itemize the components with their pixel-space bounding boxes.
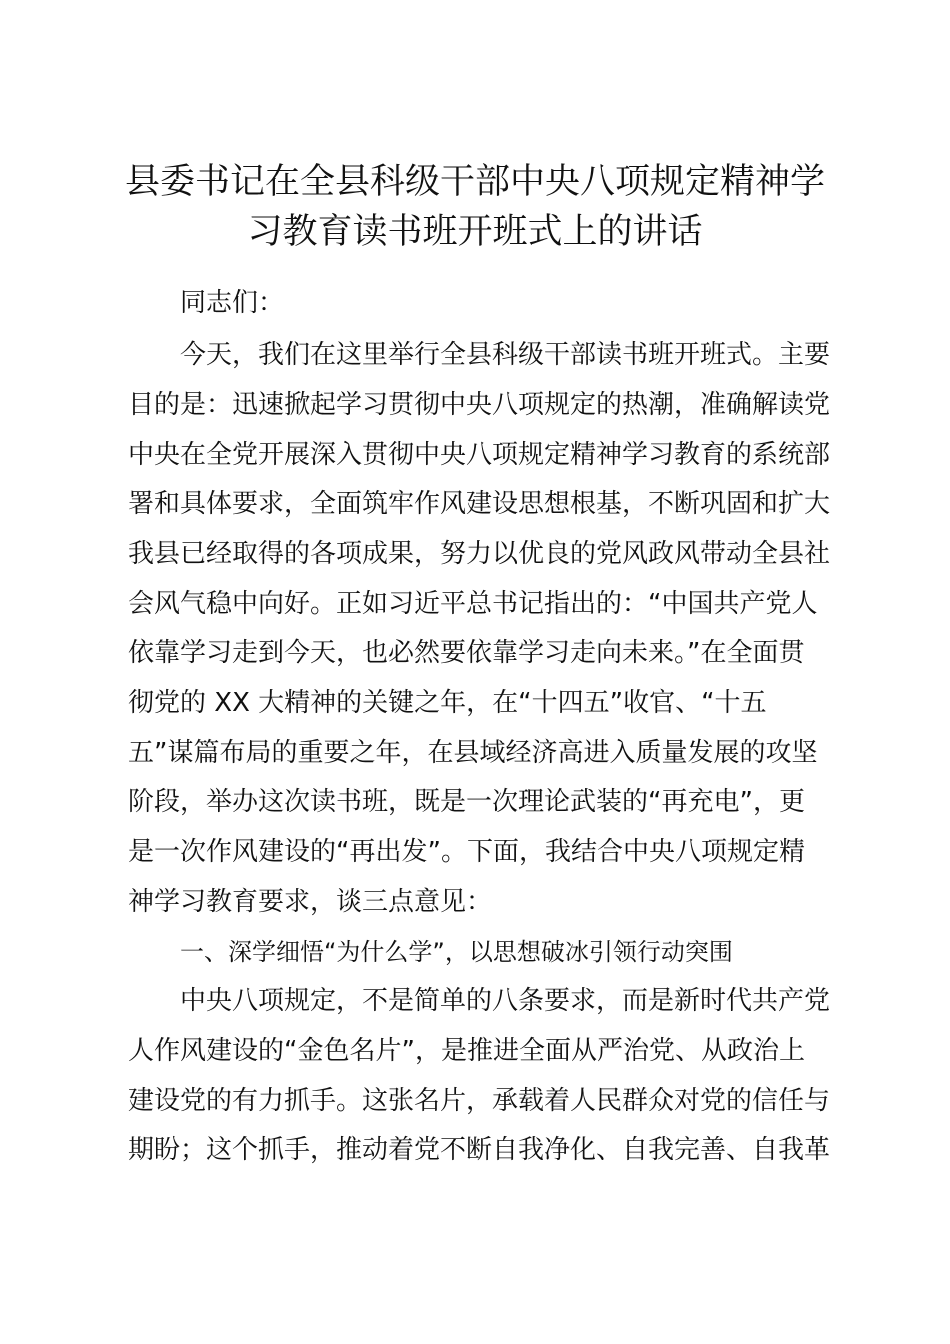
- paragraph-2-line: 中央八项规定，不是简单的八条要求，而是新时代共产党: [180, 986, 831, 1016]
- salutation: 同志们：: [180, 288, 285, 318]
- paragraph-1-line: 署和具体要求，全面筑牢作风建设思想根基，不断巩固和扩大: [128, 489, 831, 519]
- document-title-line-1: 县委书记在全县科级干部中央八项规定精神学: [124, 162, 825, 202]
- paragraph-1-line: 今天，我们在这里举行全县科级干部读书班开班式。主要: [180, 340, 831, 370]
- section-1-heading: 一、深学细悟“为什么学”，以思想破冰引领行动突围: [180, 938, 733, 966]
- document-title-line-2: 习教育读书班开班式上的讲话: [247, 212, 703, 252]
- paragraph-1-line: 彻党的 XX 大精神的关键之年，在“十四五”收官、“十五: [128, 688, 767, 718]
- paragraph-1-line: 神学习教育要求，谈三点意见：: [128, 887, 493, 917]
- paragraph-1-line: 五”谋篇布局的重要之年，在县域经济高进入质量发展的攻坚: [128, 738, 818, 768]
- paragraph-1-line: 中央在全党开展深入贯彻中央八项规定精神学习教育的系统部: [128, 440, 831, 470]
- paragraph-1-line: 是一次作风建设的“再出发”。下面，我结合中央八项规定精: [128, 837, 805, 867]
- paragraph-1-line: 依靠学习走到今天，也必然要依靠学习走向未来。”在全面贯: [128, 638, 805, 668]
- paragraph-1-line: 阶段，举办这次读书班，既是一次理论武装的“再充电”，更: [128, 787, 805, 817]
- paragraph-1-line: 会风气稳中向好。正如习近平总书记指出的：“中国共产党人: [128, 589, 818, 619]
- paragraph-1-line: 目的是：迅速掀起学习贯彻中央八项规定的热潮，准确解读党: [128, 390, 831, 420]
- paragraph-2-line: 建设党的有力抓手。这张名片，承载着人民群众对党的信任与: [128, 1086, 831, 1116]
- paragraph-1-line: 我县已经取得的各项成果，努力以优良的党风政风带动全县社: [128, 539, 831, 569]
- paragraph-2-line: 人作风建设的“金色名片”，是推进全面从严治党、从政治上: [128, 1036, 805, 1066]
- paragraph-2-line: 期盼；这个抓手，推动着党不断自我净化、自我完善、自我革: [128, 1135, 831, 1165]
